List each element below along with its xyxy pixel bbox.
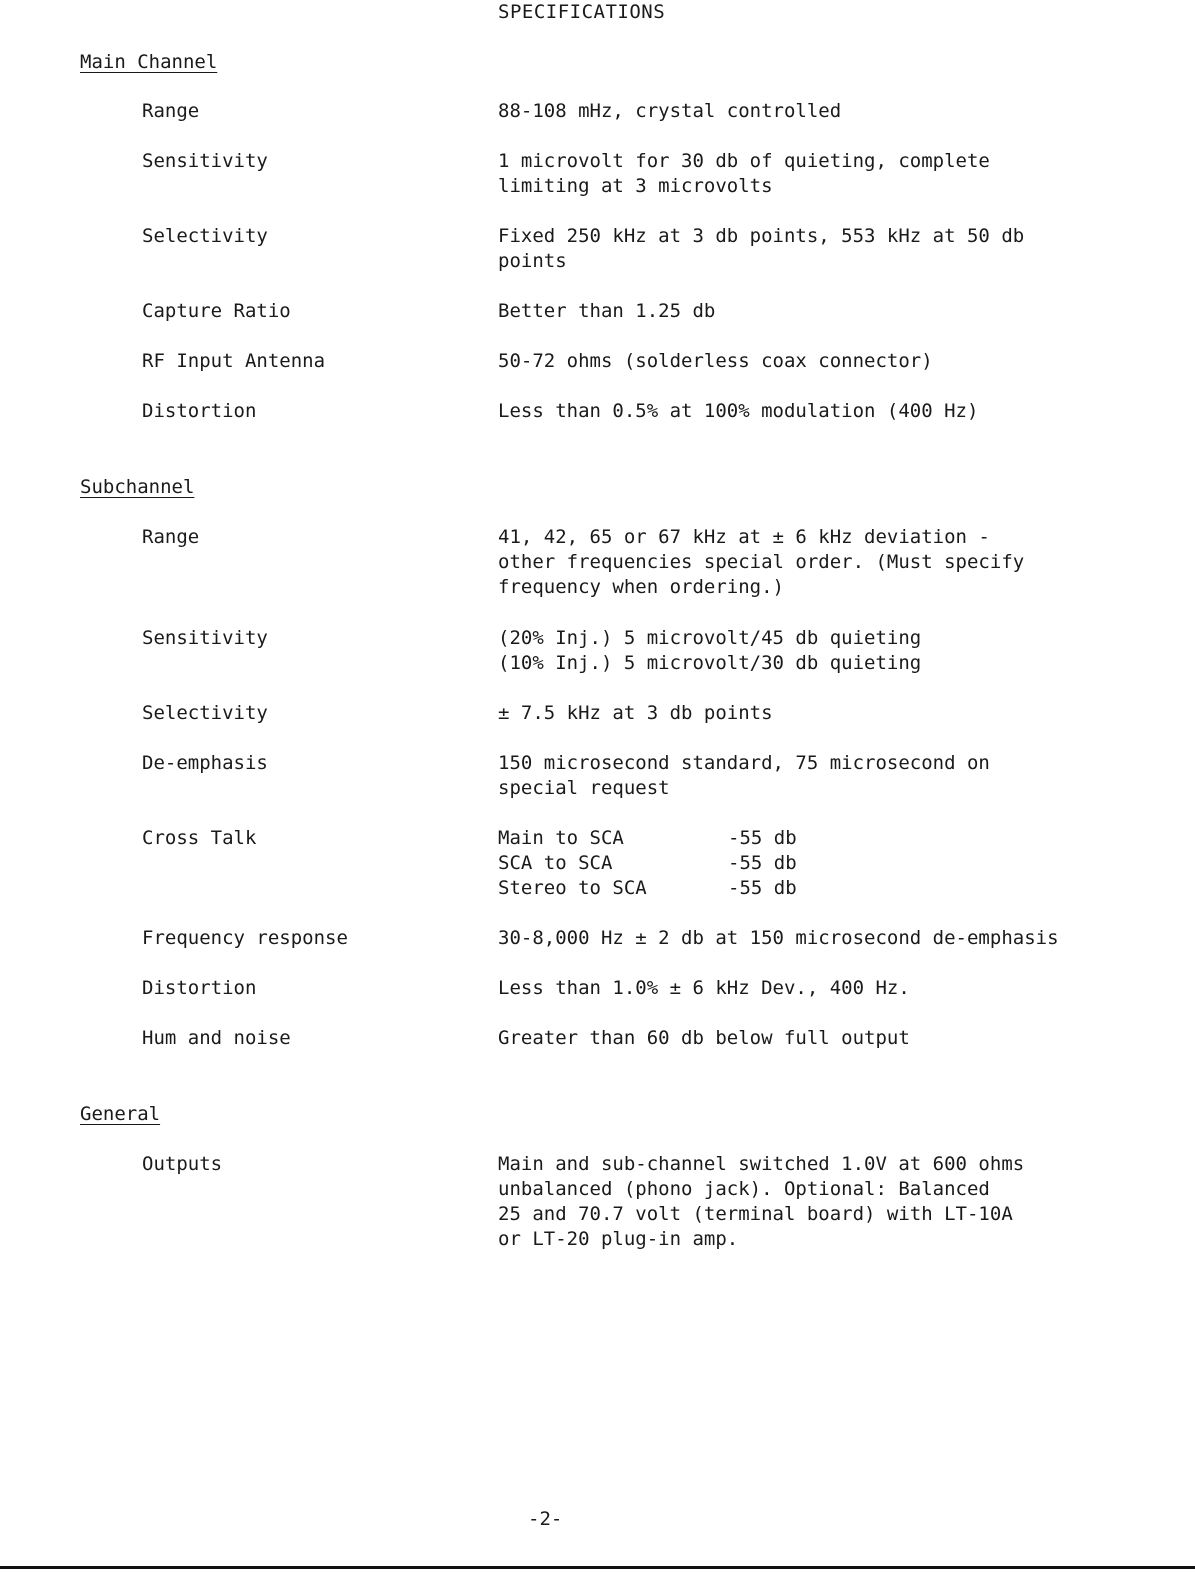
spec-label: Range xyxy=(142,100,200,122)
section-heading-general: General xyxy=(80,1103,161,1125)
cross-talk-value: -55 db xyxy=(728,877,797,899)
spec-value: 30-8,000 Hz ± 2 db at 150 microsecond de-emphasis xyxy=(498,927,1059,949)
cross-talk-table xyxy=(498,826,1178,901)
page-number: -2- xyxy=(528,1508,563,1530)
spec-label: Frequency response xyxy=(142,927,348,949)
spec-label: Distortion xyxy=(142,400,257,422)
spec-value: Fixed 250 kHz at 3 db points, 553 kHz at 50 db points xyxy=(498,225,1025,272)
spec-label: RF Input Antenna xyxy=(142,350,326,372)
cross-talk-value: -55 db xyxy=(728,827,797,849)
cross-talk-row xyxy=(498,876,1178,901)
cross-talk-row xyxy=(498,851,1178,876)
cross-talk-source: SCA to SCA xyxy=(498,852,613,874)
bottom-rule xyxy=(0,1566,1195,1569)
spec-value: Main and sub-channel switched 1.0V at 600 ohms unbalanced (phono jack). Optional: Balanced 25 and 70.7 volt (terminal board) with LT-10A or LT-20 plug-in amp. xyxy=(498,1153,1025,1250)
spec-value: 50-72 ohms (solderless coax connector) xyxy=(498,350,933,372)
spec-value: 88-108 mHz, crystal controlled xyxy=(498,100,842,122)
spec-label: Sensitivity xyxy=(142,150,268,172)
spec-value: ± 7.5 kHz at 3 db points xyxy=(498,702,773,724)
spec-label: Cross Talk xyxy=(142,827,257,849)
spec-label: Range xyxy=(142,526,200,548)
spec-value: Greater than 60 db below full output xyxy=(498,1027,910,1049)
page-title: SPECIFICATIONS xyxy=(498,1,666,23)
spec-label: Outputs xyxy=(142,1153,223,1175)
cross-talk-value: -55 db xyxy=(728,852,797,874)
spec-label: De-emphasis xyxy=(142,752,268,774)
spec-value: Less than 1.0% ± 6 kHz Dev., 400 Hz. xyxy=(498,977,910,999)
spec-label: Selectivity xyxy=(142,225,268,247)
cross-talk-row xyxy=(498,826,1178,851)
section-heading-main-channel: Main Channel xyxy=(80,51,218,73)
spec-value: 41, 42, 65 or 67 kHz at ± 6 kHz deviation - other frequencies special order. (Must specify frequency when ordering.) xyxy=(498,526,1025,598)
spec-value: (20% Inj.) 5 microvolt/45 db quieting (10% Inj.) 5 microvolt/30 db quieting xyxy=(498,627,922,674)
cross-talk-source: Stereo to SCA xyxy=(498,877,647,899)
spec-label: Distortion xyxy=(142,977,257,999)
spec-label: Capture Ratio xyxy=(142,300,291,322)
spec-label: Sensitivity xyxy=(142,627,268,649)
spec-value: Less than 0.5% at 100% modulation (400 Hz) xyxy=(498,400,979,422)
spec-value: Better than 1.25 db xyxy=(498,300,716,322)
cross-talk-source: Main to SCA xyxy=(498,827,624,849)
spec-label: Hum and noise xyxy=(142,1027,291,1049)
spec-value: 150 microsecond standard, 75 microsecond on special request xyxy=(498,752,990,799)
spec-label: Selectivity xyxy=(142,702,268,724)
section-heading-subchannel: Subchannel xyxy=(80,476,195,498)
spec-value: 1 microvolt for 30 db of quieting, complete limiting at 3 microvolts xyxy=(498,150,990,197)
